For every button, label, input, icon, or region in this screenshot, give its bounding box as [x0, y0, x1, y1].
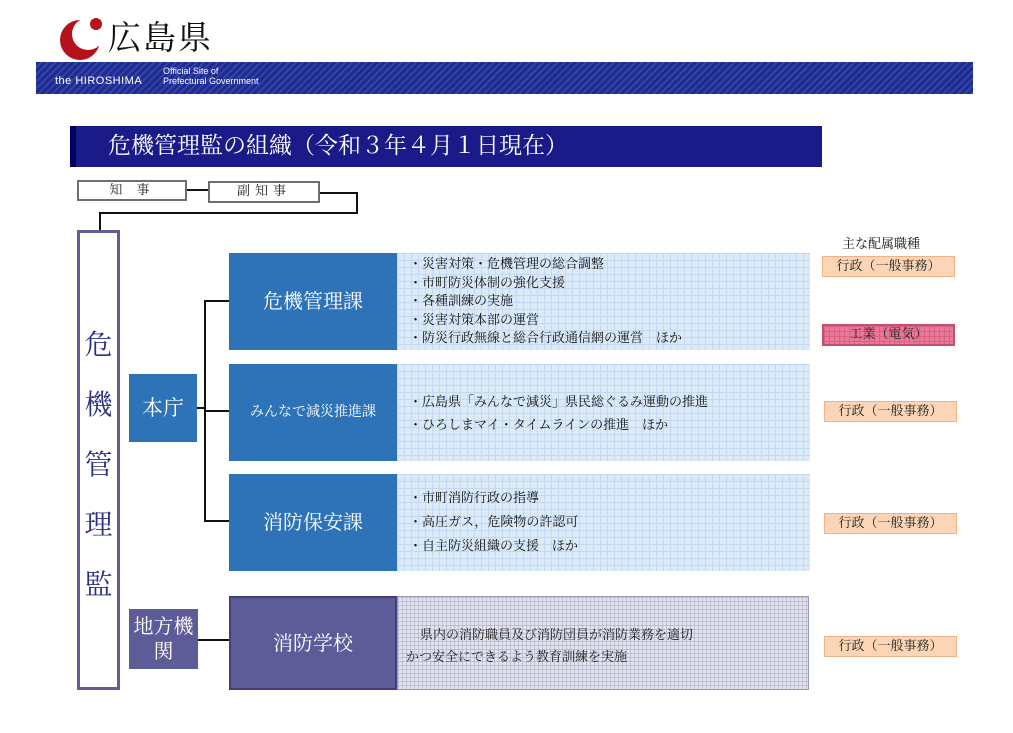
- connector-line: [99, 212, 101, 230]
- connector-line: [187, 189, 209, 191]
- dept-crisis-management: 危機管理課: [229, 253, 397, 350]
- hiroshima-logo-icon: [56, 14, 106, 64]
- vice-governor-box: 副知事: [208, 181, 320, 203]
- connector-line: [204, 410, 229, 412]
- crisis-management-supervisor-box: [77, 230, 120, 690]
- connector-line: [204, 300, 229, 302]
- duty-item: ・市町消防行政の指導: [409, 491, 540, 506]
- duty-item: ・各種訓練の実施: [409, 294, 514, 309]
- dept-fire-safety: 消防保安課: [229, 474, 397, 571]
- connector-line: [204, 520, 229, 522]
- prefecture-name[interactable]: 広島県: [108, 18, 213, 57]
- tagline-right-line-1: Official Site of: [163, 66, 219, 76]
- duty-item: ・広島県「みんなで減災」県民総ぐるみ運動の推進: [409, 395, 709, 410]
- duty-panel-disaster-reduction: [397, 364, 810, 461]
- connector-line: [356, 192, 358, 214]
- tagline-left: the HIROSHIMA: [55, 75, 143, 87]
- duty-panel-crisis-management: [397, 253, 810, 350]
- jobs-heading: 主な配属職種: [842, 237, 921, 252]
- duty-item: ・防災行政無線と総合行政通信網の運営 ほか: [409, 331, 683, 346]
- dept-disaster-reduction: みんなで減災推進課: [229, 364, 397, 461]
- connector-line: [99, 212, 358, 214]
- job-tag: 行政（一般事務）: [824, 513, 957, 534]
- job-tag: 行政（一般事務）: [824, 636, 957, 657]
- head-office-char: 管: [84, 448, 113, 481]
- page-title: 危機管理監の組織（令和３年４月１日現在）: [70, 126, 822, 167]
- tagline-right-line-2: Prefectural Government: [163, 76, 259, 86]
- head-office-main-box: 本庁: [129, 374, 197, 442]
- job-tag: 行政（一般事務）: [824, 401, 957, 422]
- duty-item: ・ひろしまマイ・タイムラインの推進 ほか: [409, 418, 669, 433]
- duty-item: ・災害対策本部の運営: [409, 312, 540, 328]
- governor-box: 知 事: [77, 180, 187, 201]
- tagline-right: [163, 66, 259, 86]
- job-tag-engineering: 工業（電気）: [822, 324, 955, 346]
- duty-item: かつ安全にできるよう教育訓練を実施: [406, 650, 628, 665]
- duty-panel-fire-safety: [397, 474, 810, 571]
- duty-item: ・災害対策・危機管理の総合調整: [409, 257, 605, 272]
- duty-panel-fire-academy: [397, 596, 809, 690]
- job-tag: 行政（一般事務）: [822, 256, 955, 277]
- connector-line: [320, 192, 358, 194]
- duty-item: ・市町防災体制の強化支援: [409, 275, 566, 291]
- head-office-char: 理: [84, 508, 113, 541]
- duty-item: ・自主防災組織の支援 ほか: [409, 539, 579, 554]
- connector-line: [198, 639, 229, 641]
- duty-item: 県内の消防職員及び消防団員が消防業務を適切: [420, 628, 694, 643]
- duty-item: ・高圧ガス，危険物の許認可: [409, 515, 579, 530]
- fire-academy: 消防学校: [229, 596, 397, 690]
- head-office-char: 機: [84, 388, 113, 421]
- local-agencies-box: 地方機関: [129, 609, 198, 669]
- head-office-char: 監: [84, 568, 113, 601]
- head-office-char: 危: [84, 328, 113, 361]
